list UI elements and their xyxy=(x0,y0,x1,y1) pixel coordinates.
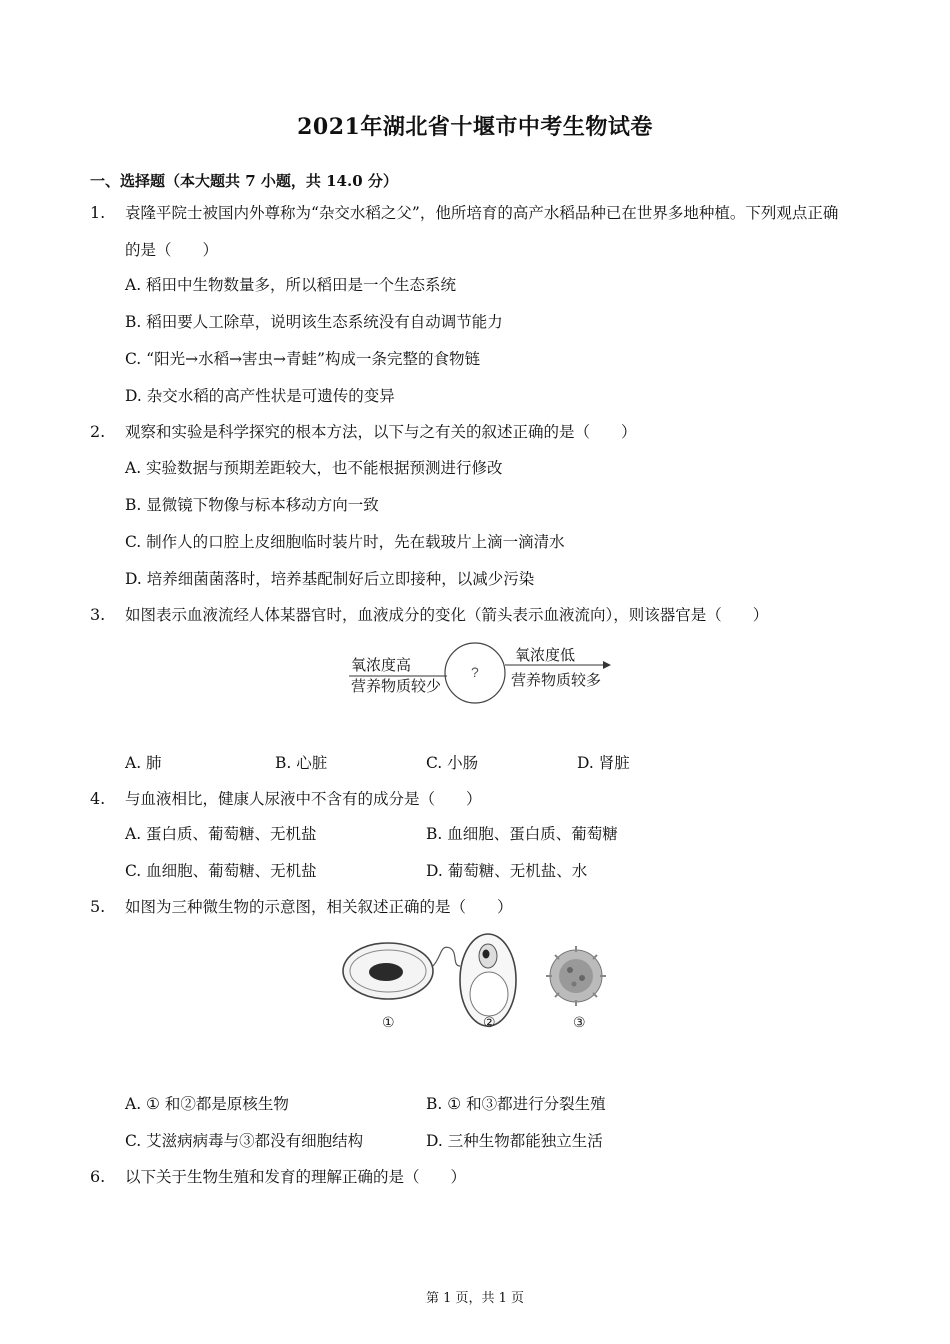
page-title: 2021年湖北省十堰市中考生物试卷 xyxy=(297,114,653,140)
question-number: 4. xyxy=(90,789,106,808)
label-2: ② xyxy=(483,1015,496,1031)
question-number: 6. xyxy=(90,1167,106,1186)
question-number: 1. xyxy=(90,203,106,222)
right-bottom-label: 营养物质较多 xyxy=(511,672,602,689)
blood-flow-diagram xyxy=(345,640,615,710)
arrow-head xyxy=(603,661,611,669)
option-a[interactable]: A. 稻田中生物数量多，所以稻田是一个生态系统 xyxy=(125,276,457,294)
option-c[interactable]: C. 制作人的口腔上皮细胞临时装片时，先在载玻片上滴一滴清水 xyxy=(125,533,565,551)
option-b[interactable]: B. 血细胞、蛋白质、葡萄糖 xyxy=(426,825,618,843)
option-a[interactable]: A. 肺 xyxy=(125,754,162,772)
organ-unknown-mark: ? xyxy=(471,664,479,680)
option-a[interactable]: A. 蛋白质、葡萄糖、无机盐 xyxy=(125,825,317,843)
option-a[interactable]: A. ① 和②都是原核生物 xyxy=(125,1095,289,1113)
left-bottom-label: 营养物质较少 xyxy=(351,678,442,695)
microorganisms-diagram xyxy=(338,926,618,1038)
option-b[interactable]: B. 稻田要人工除草，说明该生态系统没有自动调节能力 xyxy=(125,313,503,331)
option-d[interactable]: D. 培养细菌菌落时，培养基配制好后立即接种，以减少污染 xyxy=(125,570,535,588)
bacterium-illustration xyxy=(343,943,460,999)
section-heading: 一、选择题（本大题共 7 小题，共 14.0 分） xyxy=(90,172,398,190)
question-number: 5. xyxy=(90,897,106,916)
option-d[interactable]: D. 葡萄糖、无机盐、水 xyxy=(426,862,588,880)
option-c[interactable]: C. “阳光→水稻→害虫→青蛙”构成一条完整的食物链 xyxy=(125,350,480,368)
question-stem: 如图表示血液流经人体某器官时，血液成分的变化（箭头表示血液流向），则该器官是（ ） xyxy=(125,606,769,624)
virus-illustration xyxy=(546,946,606,1006)
page-footer: 第 1 页，共 1 页 xyxy=(425,1291,525,1306)
yeast-illustration xyxy=(460,934,516,1026)
question-number: 2. xyxy=(90,422,106,441)
question-stem: 观察和实验是科学探究的根本方法，以下与之有关的叙述正确的是（ ） xyxy=(125,423,637,441)
option-c[interactable]: C. 血细胞、葡萄糖、无机盐 xyxy=(125,862,317,880)
option-d[interactable]: D. 三种生物都能独立生活 xyxy=(426,1132,603,1150)
label-3: ③ xyxy=(573,1015,586,1031)
right-top-label: 氧浓度低 xyxy=(515,647,576,664)
question-number: 3. xyxy=(90,605,106,624)
question-stem: 如图为三种微生物的示意图，相关叙述正确的是（ ） xyxy=(125,898,513,916)
question-stem: 袁隆平院士被国内外尊称为“杂交水稻之父”，他所培育的高产水稻品种已在世界多地种植。下列观点正确的是（ ） xyxy=(125,204,839,259)
option-b[interactable]: B. 心脏 xyxy=(275,754,328,772)
question-stem: 与血液相比，健康人尿液中不含有的成分是（ ） xyxy=(125,790,482,808)
option-d[interactable]: D. 肾脏 xyxy=(577,754,630,772)
question-stem: 以下关于生物生殖和发育的理解正确的是（ ） xyxy=(125,1168,467,1186)
left-top-label: 氧浓度高 xyxy=(351,657,412,674)
option-a[interactable]: A. 实验数据与预期差距较大，也不能根据预测进行修改 xyxy=(125,459,503,477)
option-c[interactable]: C. 艾滋病病毒与③都没有细胞结构 xyxy=(125,1132,364,1150)
option-d[interactable]: D. 杂交水稻的高产性状是可遗传的变异 xyxy=(125,387,395,405)
option-b[interactable]: B. 显微镜下物像与标本移动方向一致 xyxy=(125,496,379,514)
label-1: ① xyxy=(382,1015,395,1031)
option-c[interactable]: C. 小肠 xyxy=(426,754,479,772)
option-b[interactable]: B. ① 和③都进行分裂生殖 xyxy=(426,1095,606,1113)
